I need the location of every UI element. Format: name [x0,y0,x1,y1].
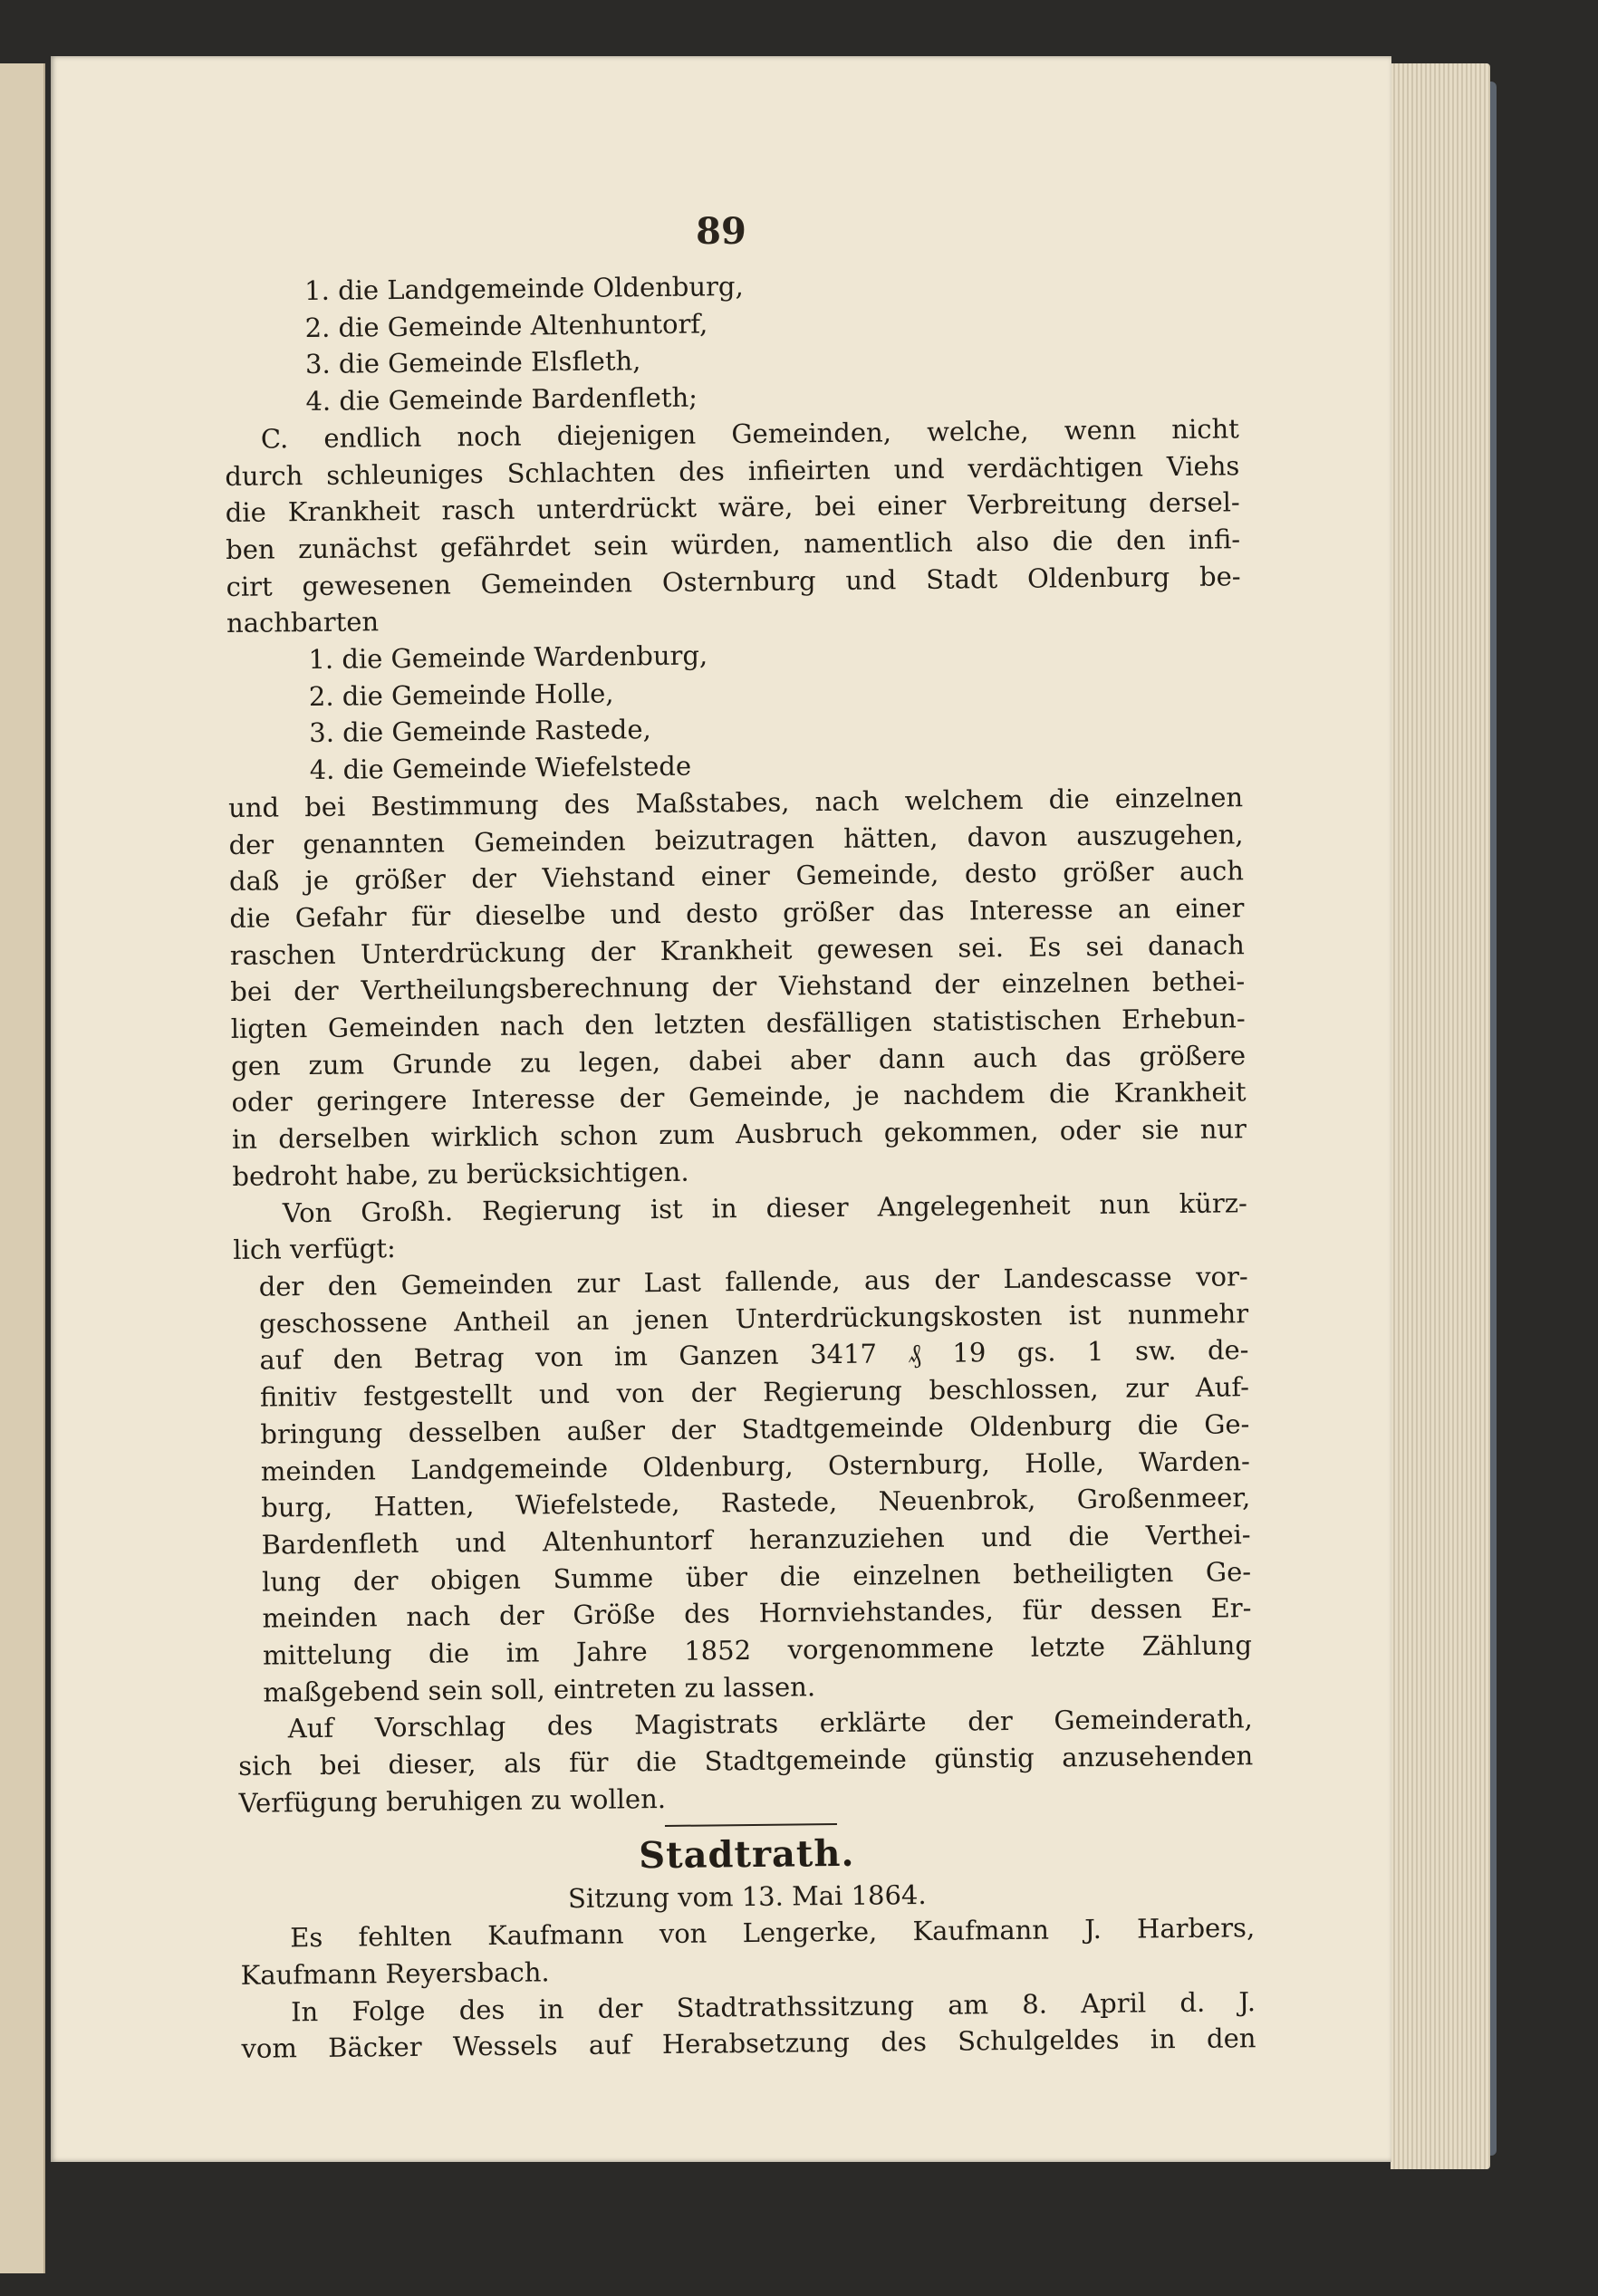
list-item: 2. die Gemeinde Altenhuntorf, [304,308,708,343]
text-line: die Krankheit rasch unterdrückt wäre, bei einer Verbreitung dersel- [225,486,1240,529]
list-a [223,263,1239,421]
paragraph-grossh [233,1185,1248,1269]
list-item: 3. die Gemeinde Elsfleth, [304,345,641,380]
paragraph-folge [241,1984,1256,2068]
section-divider [665,1823,837,1827]
text-line: der den Gemeinden zur Last fallende, aus der Landescasse vor- [258,1261,1248,1302]
section-heading: Stadtrath. [638,1831,855,1877]
text-line: nachbarten [226,606,380,639]
text-line: gen zum Grunde zu legen, dabei aber dann auch das größere [230,1039,1247,1081]
list-item: 3. die Gemeinde Rastede, [309,714,651,749]
text-line: ligten Gemeinden nach den letzten desfälligen statistischen Erhebun- [230,1003,1246,1045]
text-line: Auf Vorschlag des Magistrats erklärte der Gemeinderath, [287,1703,1253,1744]
left-page-edge [0,63,45,2273]
text-line: mittelung die im Jahre 1852 vorgenommene letzte Zählung [262,1629,1253,1671]
paragraph-main [228,779,1247,1195]
book-page [51,56,1391,2162]
text-line: der genannten Gemeinden beizutragen hätten, davon auszugehen, [228,818,1244,860]
text-line: Von Großh. Regierung ist in dieser Angelegenheit nun kürz- [282,1186,1247,1228]
text-line: Verfügung beruhigen zu wollen. [238,1782,667,1819]
page-text [223,263,1256,2068]
session-date: Sitzung vom 13. Mai 1864. [567,1878,927,1914]
text-line: bedroht habe, zu berücksichtigen. [232,1156,689,1192]
text-line: Es fehlten Kaufmann von Lengerke, Kaufmann J. Harbers, [290,1912,1256,1954]
list-item: 1. die Landgemeinde Oldenburg, [304,270,744,307]
text-line: sich bei dieser, als für die Stadtgemeinde günstig anzusehenden [238,1740,1254,1782]
text-line: C. endlich noch diejenigen Gemeinden, welche, wenn nicht [260,413,1240,455]
text-line: die Gefahr für dieselbe und desto größer das Interesse an einer [229,892,1245,934]
text-line: meinden Landgemeinde Oldenburg, Osternburg, Holle, Warden- [260,1445,1250,1487]
text-line: in derselben wirklich schon zum Ausbruch gekommen, oder sie nur [231,1113,1247,1156]
text-line: cirt gewesenen Gemeinden Osternburg und Stadt Oldenburg be- [226,560,1241,602]
text-line: oder geringere Interesse der Gemeinde, je nachdem die Krankheit [231,1076,1247,1119]
text-line: In Folge des in der Stadtrathssitzung am 8. April d. J. [290,1985,1256,2027]
text-line: Kaufmann Reyersbach. [240,1956,550,1991]
page-number: 89 [696,210,746,253]
paragraph-vorschlag [238,1701,1254,1822]
text-line: vom Bäcker Wessels auf Herabsetzung des Schulgeldes in den [241,2022,1256,2065]
list-item: 4. die Gemeinde Wiefelstede [309,750,692,786]
text-line: raschen Unterdrückung der Krankheit gewesen sei. Es sei danach [229,928,1245,971]
text-line: und bei Bestimmung des Maßstabes, nach welchem die einzelnen [227,782,1244,823]
text-line: bei der Vertheilungsberechnung der Viehstand der einzelnen bethei- [230,965,1246,1008]
list-item: 4. die Gemeinde Bardenfleth; [305,381,698,418]
paragraph-absent [240,1909,1256,1993]
text-line: geschossene Antheil an jenen Unterdrückungskosten ist nunmehr [258,1297,1249,1340]
paragraph-verfuegt [234,1258,1253,1711]
text-line: daß je größer der Viehstand einer Gemeinde, desto größer auch [228,855,1245,898]
list-item: 2. die Gemeinde Holle, [308,677,614,712]
text-line: meinden nach der Größe des Hornviehstandes, für dessen Er- [262,1592,1252,1634]
text-line: Bardenfleth und Altenhuntorf heranzuziehen und die Verthei- [261,1519,1251,1561]
text-line: durch schleuniges Schlachten des infieirten und verdächtigen Viehs [225,449,1240,492]
page-stack-edge [1391,63,1490,2169]
text-line: lich verfügt: [233,1233,396,1266]
list-item: 1. die Gemeinde Wardenburg, [308,639,708,676]
text-line: bringung desselben außer der Stadtgemeinde Oldenburg die Ge- [260,1407,1250,1450]
list-b [226,631,1243,790]
text-line: maßgebend sein soll, eintreten zu lassen. [263,1670,816,1708]
paragraph-c [225,410,1241,642]
text-line: auf den Betrag von im Ganzen 3417 ₰ 19 gs. 1 sw. de- [259,1334,1249,1377]
text-line: ben zunächst gefährdet sein würden, namentlich also die den infi- [226,524,1241,565]
text-line: lung der obigen Summe über die einzelnen betheiligten Ge- [261,1555,1252,1598]
text-line: finitiv festgestellt und von der Regierung beschlossen, zur Auf- [259,1371,1250,1413]
text-line: burg, Hatten, Wiefelstede, Rastede, Neuenbrok, Großenmeer, [261,1482,1251,1523]
